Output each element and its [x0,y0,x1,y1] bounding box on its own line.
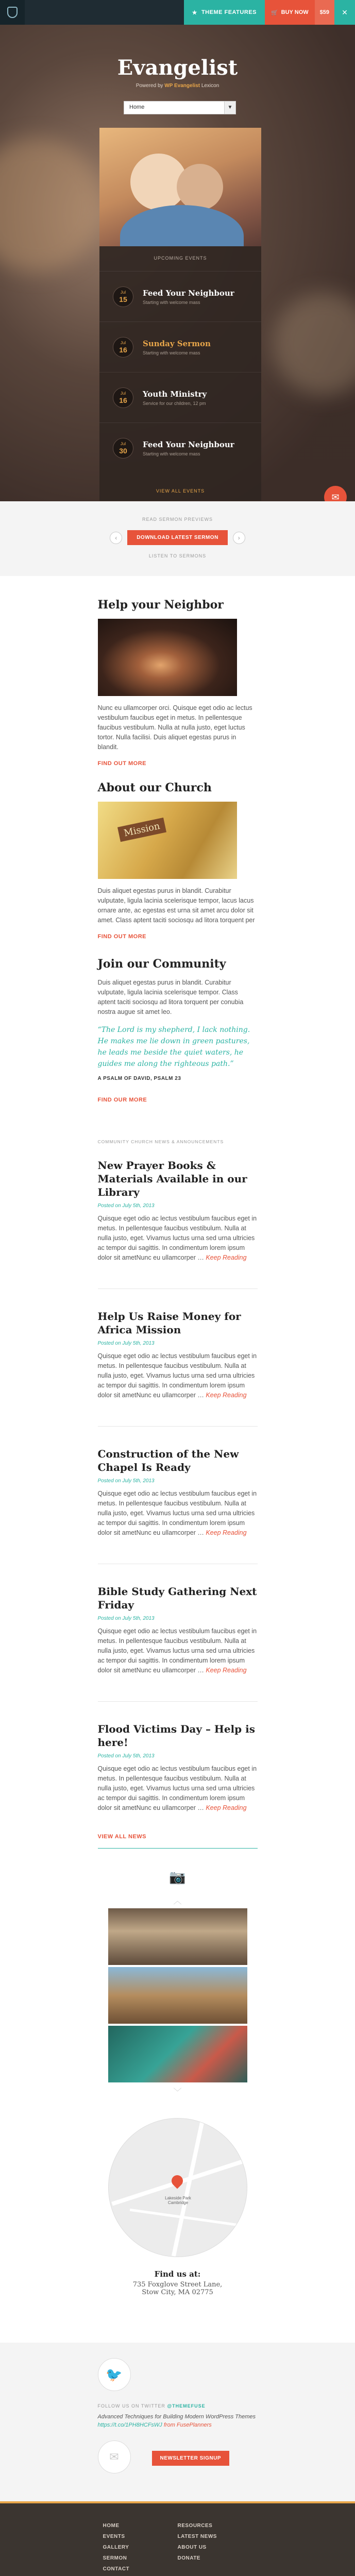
keep-reading-link[interactable]: Keep Reading [206,1529,247,1536]
news-date: Posted on July 5th, 2013 [97,1753,155,1759]
hero-bokeh [0,138,103,272]
find-out-more-link[interactable]: FIND OUT MORE [97,934,146,940]
date-badge: Jul 15 [113,286,133,307]
news-date: Posted on July 5th, 2013 [97,1616,155,1621]
date-badge: Jul 16 [113,387,133,408]
mission-sign: Mission [117,818,166,842]
tweet: Advanced Techniques for Building Modern WordPress Themes https://t.co/1PH8HCFsWJ from FusePlanners [97,2414,256,2428]
news-excerpt: Quisque eget odio ac lectus vestibulum faucibus eget in metus. In pellentesque faucibus vestibulum. Nulla at nulla justo, eget. Vivamus luctus urna sed urna ultricies ac tempor dui sagittis. In condimentum lorem ipsum dolor sit ametNunc eu ullamcorper … Keep Reading [97,1765,257,1811]
twitter-label: FOLLOW US ON TWITTER @THEMEFUSE [97,2403,206,2409]
block-image [98,802,237,879]
news-date: Posted on July 5th, 2013 [97,1341,155,1346]
gallery [108,1869,247,2097]
join-community-block [98,957,258,1103]
map-label: Lakeside Park Cambridge [165,2196,191,2205]
tagline: Powered by WP Evangelist Lexicon [136,83,219,89]
location [108,2118,247,2296]
chevron-down-icon: ▼ [224,101,235,114]
news-excerpt: Quisque eget odio ac lectus vestibulum faucibus eget in metus. In pellentesque faucibus vestibulum. Nulla at nulla justo, eget. Vivamus luctus urna sed urna ultricies ac tempor dui sagittis. In condimentum lorem ipsum dolor sit ametNunc eu ullamcorper … Keep Reading [97,1628,257,1674]
footer-link-home[interactable]: HOME [103,2523,120,2529]
sermon-band [0,501,355,576]
divider [98,1701,258,1702]
news-excerpt: Quisque eget odio ac lectus vestibulum faucibus eget in metus. In pellentesque faucibus vestibulum. Nulla at nulla justo, eget. Vivamus luctus urna sed urna ultricies ac tempor dui sagittis. In condimentum lorem ipsum dolor sit ametNunc eu ullamcorper … Keep Reading [97,1490,257,1536]
buy-now-button[interactable]: 🛒 BUY NOW [265,0,315,25]
twitter-bird-icon: 🐦 [98,2358,131,2391]
chevron-up-icon[interactable]: ︿ [173,1897,182,1906]
top-actions [184,0,355,25]
arrow-left-icon[interactable]: ‹ [110,532,122,544]
news-title[interactable]: Bible Study Gathering Next Friday [97,1585,257,1611]
gallery-image[interactable] [108,1967,247,2024]
news-title[interactable]: Flood Victims Day – Help is here! [97,1723,255,1749]
main-content [98,576,258,1849]
news-title[interactable]: Help Us Raise Money for Africa Mission [97,1310,241,1336]
footer-link-about-us[interactable]: ABOUT US [177,2545,207,2550]
news-item [98,1447,258,1538]
block-title: Help your Neighbor [97,598,224,612]
keep-reading-link[interactable]: Keep Reading [206,1254,247,1261]
find-out-more-link[interactable]: FIND OUR MORE [97,1097,147,1103]
footer [0,2503,355,2576]
block-text: Nunc eu ullamcorper orci. Quisque eget odio ac lectus vestibulum faucibus eget in metus. In pellentesque faucibus vestibulum. Nulla at nulla justo, eget luctus tortor. Nulla facilisi. Duis aliquet egestas purus in blandit. [97,704,252,751]
event-item[interactable] [99,321,261,372]
events-heading: UPCOMING EVENTS [154,256,207,261]
event-meta: Starting with welcome mass [143,350,200,355]
event-item[interactable] [99,422,261,473]
hero [0,25,355,501]
date-badge: Jul 30 [113,438,133,459]
twitter-handle[interactable]: @THEMEFUSE [167,2403,206,2409]
gallery-image[interactable] [108,1908,247,1965]
gallery-image[interactable] [108,2026,247,2082]
news-item [98,1722,258,1813]
hero-photo [99,128,261,246]
news-item [98,1159,258,1263]
news-title[interactable]: Construction of the New Chapel Is Ready [97,1448,239,1473]
hero-bokeh [273,293,355,396]
news-excerpt: Quisque eget odio ac lectus vestibulum faucibus eget in metus. In pellentesque faucibus vestibulum. Nulla at nulla justo, eget. Vivamus luctus urna sed urna ultricies ac tempor dui sagittis. In condimentum lorem ipsum dolor sit ametNunc eu ullamcorper … Keep Reading [97,1215,257,1261]
event-meta: Starting with welcome mass [143,299,200,305]
mail-icon: ✉ [98,2441,131,2473]
camera-icon: 📷 [169,1869,186,1885]
quote-citation: A PSALM OF DAVID, PSALM 23 [97,1076,181,1081]
news-item [98,1310,258,1400]
news-section-label: COMMUNITY CHURCH NEWS & ANNOUNCEMENTS [97,1139,224,1144]
find-out-more-link[interactable]: FIND OUT MORE [97,760,146,767]
footer-link-events[interactable]: EVENTS [103,2534,125,2539]
block-image [98,619,237,696]
news-date: Posted on July 5th, 2013 [97,1478,155,1484]
price-badge: $59 [315,0,334,25]
view-all-events-link[interactable]: VIEW ALL EVENTS [156,488,205,494]
event-meta: Starting with welcome mass [143,451,200,456]
event-title[interactable]: Youth Ministry [143,389,207,399]
about-church-block [98,781,258,940]
quote: “The Lord is my shepherd, I lack nothing. He makes me lie down in green pastures, he leads me beside the quiet waters, he guides me along the righteous path.” [97,1026,250,1068]
footer-link-donate[interactable]: DONATE [177,2555,200,2561]
event-title[interactable]: Feed Your Neighbour [143,288,234,298]
map[interactable] [108,2118,247,2257]
footer-link-latest-news[interactable]: LATEST NEWS [177,2534,217,2539]
footer-link-sermon[interactable]: SERMON [103,2555,127,2561]
keep-reading-link[interactable]: Keep Reading [206,1667,247,1674]
listen-sermons-link[interactable]: LISTEN TO SERMONS [148,553,207,558]
tweet-link[interactable]: https://t.co/1PH8HCFsWJ [97,2422,162,2428]
top-bar [0,0,355,25]
sermon-previews-link[interactable]: READ SERMON PREVIEWS [142,517,213,522]
block-title: Join our Community [97,957,226,971]
block-title: About our Church [97,781,212,794]
chevron-down-icon[interactable]: ﹀ [173,2088,182,2097]
footer-link-contact[interactable]: CONTACT [103,2566,130,2572]
footer-links [103,2503,252,2576]
logo[interactable] [0,0,25,25]
event-meta: Service for our children, 12 pm [143,400,206,406]
theme-features-button[interactable]: ★ THEME FEATURES [184,0,265,25]
chat-button[interactable] [324,486,347,501]
help-neighbor-block [98,598,258,767]
newsletter-signup-button[interactable]: NEWSLETTER SIGNUP [152,2451,230,2466]
arrow-right-icon[interactable]: › [233,532,245,544]
block-text: Duis aliquet egestas purus in blandit. Curabitur vulputate, ligula lacinia scelerisque tempor. Class aptent taciti sociosqu ad litora torquent per conubia nostra augue sit amet leo. [97,979,244,1015]
event-title[interactable]: Feed Your Neighbour [143,439,234,449]
event-item[interactable] [99,372,261,422]
download-sermon-button[interactable]: DOWNLOAD LATEST SERMON [127,530,228,545]
news-item [98,1585,258,1675]
social-band [0,2343,355,2501]
chat-icon: ✉ [331,492,340,501]
block-text: Duis aliquet egestas purus in blandit. Curabitur vulputate, ligula lacinia scelerisque tempor, lacus lacus ornare ante, ac egestas est urna sit amet arcu dolor sit amet. Class aptent taciti sociosqu ad litora torquent per [97,887,255,924]
divider [98,1426,258,1427]
cart-icon: 🛒 [271,9,278,16]
date-badge: Jul 16 [113,337,133,358]
footer-link-gallery[interactable]: GALLERY [103,2545,129,2550]
navigation-select[interactable]: Home ▼ [124,101,236,114]
events-panel [99,246,261,501]
keep-reading-link[interactable]: Keep Reading [206,1804,247,1811]
footer-link-resources[interactable]: RESOURCES [177,2523,213,2529]
address: Find us at: 735 Foxglove Street Lane, Stow City, MA 02775 [108,2269,247,2296]
news-title[interactable]: New Prayer Books & Materials Available in our Library [97,1159,247,1198]
find-us-heading: Find us at: [154,2269,201,2279]
close-icon[interactable]: ✕ [334,0,355,25]
news-excerpt: Quisque eget odio ac lectus vestibulum faucibus eget in metus. In pellentesque faucibus vestibulum. Nulla at nulla justo, eget. Vivamus luctus urna sed urna ultricies ac tempor dui sagittis. In condimentum lorem ipsum dolor sit ametNunc eu ullamcorper … Keep Reading [97,1352,257,1399]
divider [98,1848,258,1849]
news-date: Posted on July 5th, 2013 [97,1203,155,1209]
keep-reading-link[interactable]: Keep Reading [206,1392,247,1399]
view-all-news-link[interactable]: VIEW ALL NEWS [97,1834,146,1840]
site-title[interactable]: Evangelist [117,56,238,80]
star-icon: ★ [192,9,197,16]
event-item[interactable] [99,271,261,321]
shield-icon [7,7,18,18]
event-title[interactable]: Sunday Sermon [143,338,211,348]
